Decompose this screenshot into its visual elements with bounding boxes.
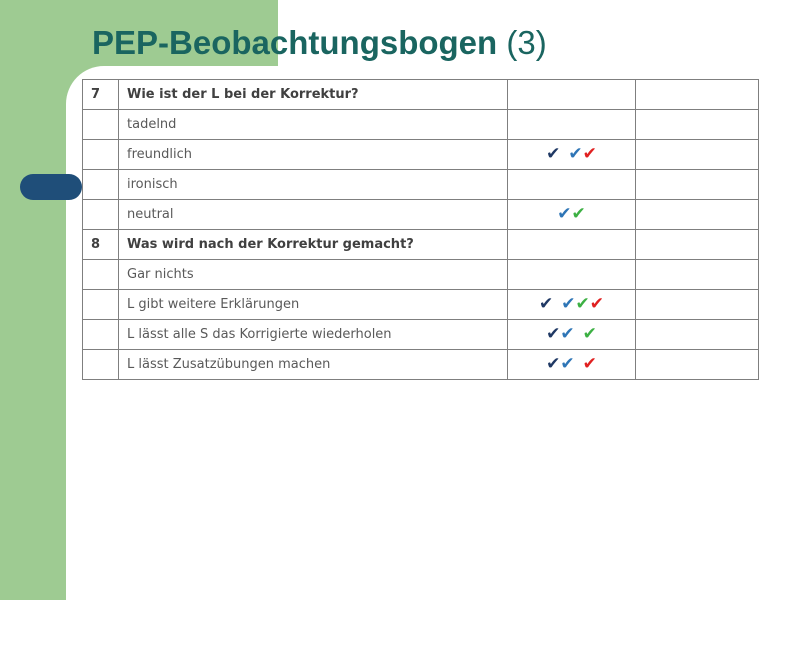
checkmark-icon: ✔ — [575, 294, 590, 314]
checkmark-cell — [508, 230, 636, 260]
answer-row — [83, 140, 759, 170]
row-number-cell — [83, 170, 119, 200]
page-title — [92, 24, 547, 62]
checkmark-cell — [508, 320, 636, 350]
answer-text: neutral — [119, 200, 508, 230]
checkmark-icon: ✔ — [582, 144, 597, 164]
checkmark-icon: ✔ — [560, 354, 575, 374]
observation-table — [82, 79, 759, 380]
answer-row — [83, 290, 759, 320]
title-number: (3) — [506, 24, 547, 61]
checkmark-cell — [508, 260, 636, 290]
checkmark-cell — [508, 350, 636, 380]
empty-cell — [636, 290, 759, 320]
empty-cell — [636, 320, 759, 350]
empty-cell — [636, 80, 759, 110]
answer-row — [83, 350, 759, 380]
row-number-cell — [83, 200, 119, 230]
checkmark-icon: ✔ — [582, 324, 597, 344]
answer-row — [83, 320, 759, 350]
checkmark-icon: ✔ — [546, 324, 561, 344]
row-number-cell: 7 — [83, 80, 119, 110]
empty-cell — [636, 110, 759, 140]
question-text: Was wird nach der Korrektur gemacht? — [119, 230, 508, 260]
empty-cell — [636, 260, 759, 290]
question-text: Wie ist der L bei der Korrektur? — [119, 80, 508, 110]
row-number-cell — [83, 110, 119, 140]
question-row — [83, 230, 759, 260]
empty-cell — [636, 230, 759, 260]
answer-text: tadelnd — [119, 110, 508, 140]
checkmark-icon: ✔ — [539, 294, 554, 314]
answer-row — [83, 200, 759, 230]
checkmark-icon: ✔ — [561, 294, 576, 314]
checkmark-cell — [508, 140, 636, 170]
title-main: PEP-Beobachtungsbogen — [92, 24, 498, 61]
checkmark-icon: ✔ — [560, 324, 575, 344]
checkmark-icon: ✔ — [589, 294, 604, 314]
checkmark-icon: ✔ — [582, 354, 597, 374]
row-number-cell — [83, 140, 119, 170]
row-number-cell — [83, 350, 119, 380]
checkmark-icon: ✔ — [568, 144, 583, 164]
checkmark-icon: ✔ — [546, 354, 561, 374]
row-number-cell — [83, 290, 119, 320]
checkmark-cell — [508, 290, 636, 320]
row-number-cell — [83, 320, 119, 350]
checkmark-icon: ✔ — [546, 144, 561, 164]
answer-text: ironisch — [119, 170, 508, 200]
checkmark-icon: ✔ — [571, 204, 586, 224]
row-number-cell — [83, 260, 119, 290]
empty-cell — [636, 350, 759, 380]
answer-text: Gar nichts — [119, 260, 508, 290]
answer-text: L lässt Zusatzübungen machen — [119, 350, 508, 380]
checkmark-cell — [508, 170, 636, 200]
answer-row — [83, 170, 759, 200]
row-number-cell: 8 — [83, 230, 119, 260]
checkmark-cell — [508, 200, 636, 230]
empty-cell — [636, 200, 759, 230]
observation-table-body — [83, 80, 759, 380]
answer-text: L gibt weitere Erklärungen — [119, 290, 508, 320]
answer-row — [83, 260, 759, 290]
question-row — [83, 80, 759, 110]
answer-row — [83, 110, 759, 140]
decorative-pill — [20, 174, 82, 200]
checkmark-cell — [508, 110, 636, 140]
checkmark-icon: ✔ — [557, 204, 572, 224]
empty-cell — [636, 140, 759, 170]
empty-cell — [636, 170, 759, 200]
checkmark-cell — [508, 80, 636, 110]
answer-text: L lässt alle S das Korrigierte wiederholen — [119, 320, 508, 350]
answer-text: freundlich — [119, 140, 508, 170]
